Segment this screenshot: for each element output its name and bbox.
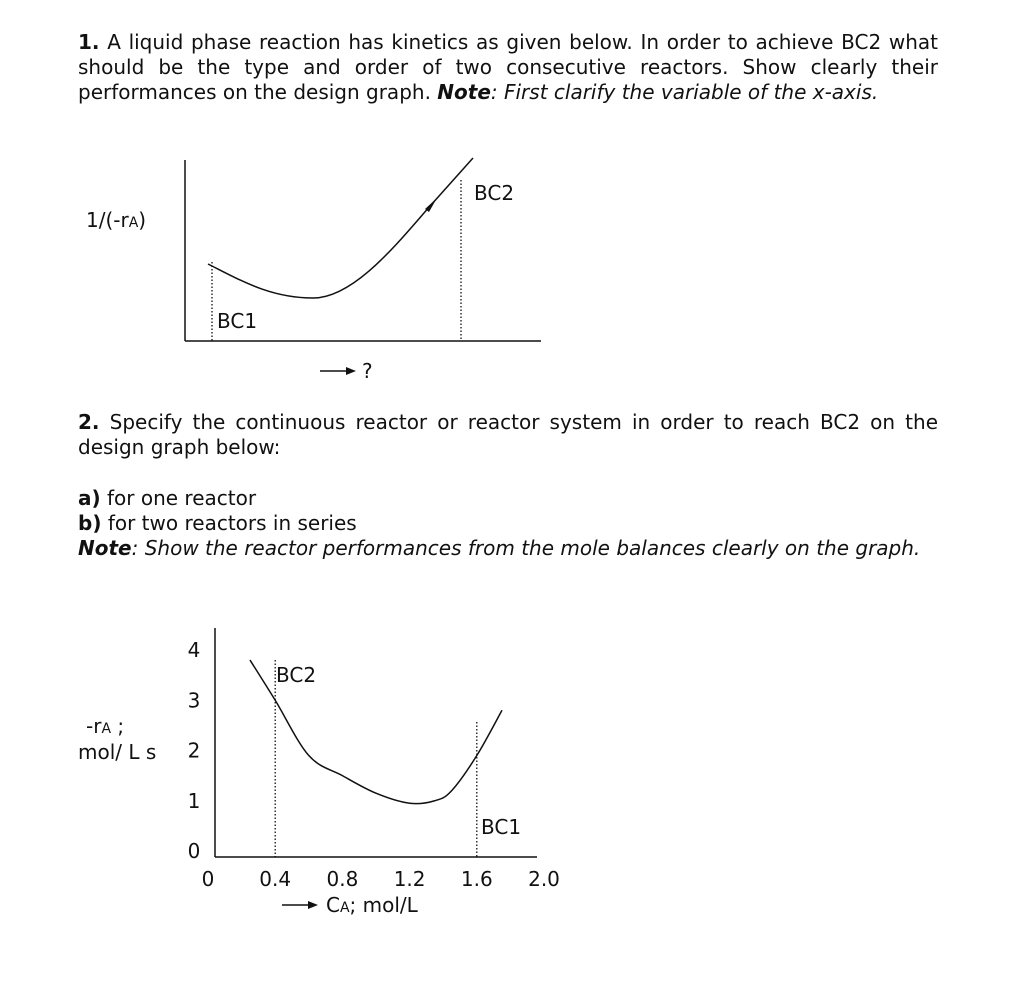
graph2-y-tick-1: 1 bbox=[187, 788, 201, 813]
q2-item-a: a) for one reactor bbox=[78, 486, 257, 510]
graph2-x-tick-0.4: 0.4 bbox=[259, 867, 292, 891]
q1-text: A liquid phase reaction has kinetics as given below. In order to achieve BC2 what should be the type and order of two consecutive reactors. Show clearly their performances on the design graph. bbox=[78, 30, 938, 104]
q1-number: 1. bbox=[78, 30, 100, 54]
graph2-x-tick-2.0: 2.0 bbox=[528, 867, 560, 891]
graph2-x-arrow-head bbox=[308, 901, 318, 909]
graph1-bc1-label: BC1 bbox=[217, 309, 258, 333]
q1-note-text: : First clarify the variable of the x-axis. bbox=[490, 80, 879, 104]
graph2-y-label-line1: -rA ; bbox=[86, 714, 125, 738]
graph2-y-label-line2: mol/ L s bbox=[78, 740, 157, 764]
graph2-x-tick-0: 0 bbox=[201, 867, 215, 891]
graph2-x-label: CA; mol/L bbox=[326, 893, 418, 917]
graph2-x-tick-0.8: 0.8 bbox=[326, 867, 359, 891]
q2-item-b: b) for two reactors in series bbox=[78, 511, 357, 535]
q2-number: 2. bbox=[78, 410, 100, 434]
graph1-bc2-label: BC2 bbox=[474, 181, 515, 205]
graph2-x-tick-1.6: 1.6 bbox=[460, 867, 493, 891]
graph2-bc2-label: BC2 bbox=[276, 663, 317, 687]
graph2-x-tick-1.2: 1.2 bbox=[393, 867, 426, 891]
q2-text: Specify the continuous reactor or reactor system in order to reach BC2 on the design graph below: bbox=[78, 410, 938, 459]
graph2-bc1-label: BC1 bbox=[481, 815, 522, 839]
graph1-x-axis-label: ? bbox=[362, 359, 373, 383]
q1-note-label: Note bbox=[437, 80, 491, 104]
graph2-y-tick-0: 0 bbox=[187, 839, 201, 863]
graph2-y-tick-4: 4 bbox=[187, 638, 201, 662]
q2-note-text: : Show the reactor performances from the mole balances clearly on the graph. bbox=[131, 536, 921, 560]
q2-note-label: Note bbox=[78, 536, 132, 560]
graph2-y-tick-3: 3 bbox=[187, 688, 201, 713]
graph2-y-tick-2: 2 bbox=[187, 738, 201, 763]
graph1-y-label: 1/(-rA) bbox=[86, 208, 147, 232]
